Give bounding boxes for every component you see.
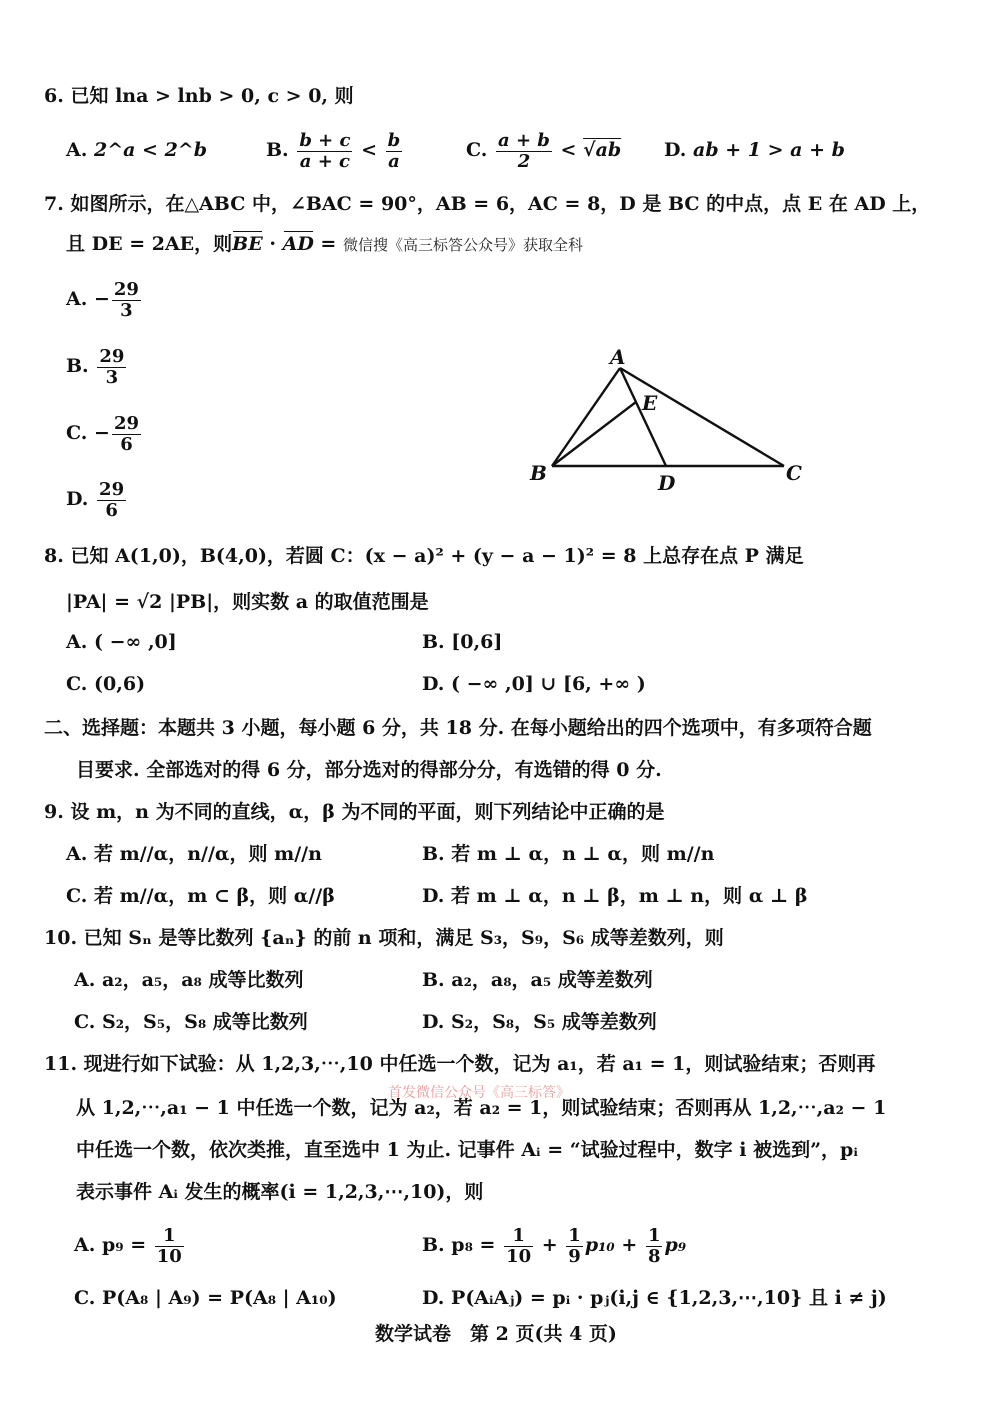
q7-c-label: C. (66, 422, 88, 444)
q11-line4: 表示事件 Aᵢ 发生的概率(i = 1,2,3,⋯,10)，则 (76, 1181, 484, 1203)
q6-option-d (664, 136, 845, 164)
q6-b-label: B. (266, 139, 289, 161)
q7-stem2-post: = (313, 233, 337, 255)
q6-b-rel: < (361, 139, 378, 161)
q6-c-radical: √ab (583, 139, 622, 161)
q7-a-label: A. (66, 288, 88, 310)
q6-d-body: ab + 1 > a + b (693, 139, 845, 161)
q8-option-c: C. (0,6) (66, 673, 146, 695)
q11-b-n3: 1 (647, 1224, 661, 1246)
q7-a-frac (112, 280, 141, 321)
q11-b-n1: 1 (504, 1226, 533, 1247)
q6-c-label: C. (466, 139, 488, 161)
q11-line3: 中任选一个数，依次类推，直至选中 1 为止. 记事件 Aᵢ = “试验过程中，数字 i 被选到”，pᵢ (76, 1139, 858, 1161)
q7-c-frac (112, 414, 141, 455)
q11-b-d1: 10 (506, 1245, 532, 1267)
q7-c-den: 6 (120, 433, 133, 455)
q11-b-term3: p₉ (664, 1234, 687, 1256)
q10-stem: 10. 已知 Sₙ 是等比数列 {aₙ} 的前 n 项和，满足 S₃，S₉，S₆ 成等差数列，则 (44, 927, 724, 949)
q11-option-d: D. P(AᵢAⱼ) = pᵢ · pⱼ(i,j ∈ {1,2,3,⋯,10} 且 i ≠ j) (422, 1287, 887, 1309)
q7-dot: · (262, 233, 283, 255)
q7-b-num: 29 (99, 345, 125, 367)
q11-line2: 从 1,2,⋯,a₁ − 1 中任选一个数，记为 a₂，若 a₂ = 1，则试验结束；否则再从 1,2,⋯,a₂ − 1 (76, 1097, 887, 1119)
q11-b-frac1 (504, 1226, 533, 1267)
label-a: A (610, 345, 626, 369)
q11-watermark: 首发微信公众号《高三标答》 (388, 1085, 570, 1101)
q9-option-a: A. 若 m//α，n//α，则 m//n (66, 843, 322, 865)
label-d: D (658, 471, 676, 495)
q11-a-num: 1 (155, 1226, 184, 1247)
q11-a-pre: A. p₉ = (74, 1234, 147, 1256)
q8-stem-line2: |PA| = √2 |PB|，则实数 a 的取值范围是 (66, 591, 429, 613)
q6-option-a (66, 136, 207, 164)
q7-option-b (66, 341, 128, 391)
q7-stem-line2 (66, 230, 583, 259)
q6-b-num1: b + c (299, 129, 351, 151)
q7-d-num: 29 (99, 478, 125, 500)
q7-option-a (66, 274, 143, 324)
q8-option-a: A. ( −∞ ,0] (66, 631, 177, 653)
q7-c-sign: − (94, 422, 110, 444)
q7-stem-line1: 7. 如图所示，在△ABC 中，∠BAC = 90°，AB = 6，AC = 8，D 是 BC 的中点，点 E 在 AD 上， (44, 193, 931, 215)
q11-option-c: C. P(A₈ | A₉) = P(A₈ | A₁₀) (74, 1287, 337, 1309)
label-e: E (642, 391, 658, 415)
q6-a-label: A. (66, 139, 88, 161)
q7-d-den: 6 (105, 499, 118, 521)
q11-b-frac3 (646, 1226, 663, 1267)
q7-a-sign: − (93, 288, 110, 310)
page-footer: 数学试卷 第 2 页(共 4 页) (375, 1323, 617, 1345)
q11-b-pre: B. p₈ = (422, 1234, 496, 1256)
q10-option-b: B. a₂，a₈，a₅ 成等差数列 (422, 969, 653, 991)
q7-a-den: 3 (120, 299, 133, 321)
q11-b-d3: 8 (647, 1245, 661, 1267)
q11-b-frac2 (566, 1226, 583, 1267)
q6-option-c (466, 124, 621, 176)
q11-option-b (422, 1220, 686, 1270)
q9-option-c: C. 若 m//α，m ⊂ β，则 α//β (66, 885, 335, 907)
q8-stem-line1: 8. 已知 A(1,0)，B(4,0)，若圆 C：(x − a)² + (y − a − 1)² = 8 上总存在点 P 满足 (44, 545, 804, 567)
q9-option-d: D. 若 m ⊥ α，n ⊥ β，m ⊥ n，则 α ⊥ β (422, 885, 808, 907)
q7-b-den: 3 (105, 366, 119, 388)
q9-stem: 9. 设 m，n 为不同的直线，α，β 为不同的平面，则下列结论中正确的是 (44, 801, 665, 823)
q7-b-label: B. (66, 355, 89, 377)
q11-option-a (74, 1220, 186, 1270)
q7-vector-be: BE (232, 230, 263, 258)
q7-c-num: 29 (113, 412, 140, 434)
label-b: B (530, 461, 547, 485)
q6-c-den: 2 (517, 150, 531, 172)
q7-b-frac (97, 347, 126, 388)
side-ab (552, 368, 620, 466)
q11-b-plus2: + (621, 1234, 638, 1256)
q11-b-plus1: + (541, 1234, 558, 1256)
q7-d-frac (97, 480, 126, 521)
section2-line2: 目要求. 全部选对的得 6 分，部分选对的得部分分，有选错的得 0 分. (76, 759, 662, 781)
q6-b-frac2 (386, 131, 403, 172)
q7-wechat-note: 微信搜《高三标答公众号》获取全科 (342, 236, 583, 254)
q6-b-den2: a (388, 150, 400, 172)
q8-option-b: B. [0,6] (422, 631, 503, 653)
q7-a-num: 29 (113, 278, 139, 300)
q11-a-den: 10 (156, 1245, 182, 1267)
side-ac (620, 368, 784, 466)
q11-line1: 11. 现进行如下试验：从 1,2,3,⋯,10 中任选一个数，记为 a₁，若 a₁ = 1，则试验结束；否则再 (44, 1053, 876, 1075)
q6-b-num2: b (387, 129, 401, 151)
q8-option-d: D. ( −∞ ,0] ∪ [6, +∞ ) (422, 673, 646, 695)
q6-d-label: D. (664, 139, 687, 161)
q11-b-term2: p₁₀ (584, 1234, 615, 1256)
segment-be (552, 402, 636, 466)
q10-option-d: D. S₂，S₈，S₅ 成等差数列 (422, 1011, 657, 1033)
q11-b-d2: 9 (568, 1245, 581, 1267)
q10-option-a: A. a₂，a₅，a₈ 成等比数列 (74, 969, 304, 991)
q6-c-rel: < (560, 139, 577, 161)
q7-vector-ad: AD (283, 230, 314, 258)
q7-stem2-pre: 且 DE = 2AE，则 (66, 233, 233, 255)
label-c: C (786, 461, 802, 485)
q11-a-frac (155, 1226, 184, 1267)
q6-b-frac1 (297, 131, 352, 172)
q7-option-d (66, 474, 128, 524)
q9-option-b: B. 若 m ⊥ α，n ⊥ α，则 m//n (422, 843, 715, 865)
q6-a-body: 2^a < 2^b (93, 139, 208, 161)
q6-c-num: a + b (498, 129, 550, 151)
q7-option-c (66, 408, 143, 458)
q7-d-label: D. (66, 488, 89, 510)
q6-b-den1: a + c (299, 150, 351, 172)
triangle-figure (520, 340, 820, 500)
q11-b-n2: 1 (568, 1224, 581, 1246)
q6-stem: 6. 已知 lna > lnb > 0, c > 0, 则 (44, 85, 354, 107)
q10-option-c: C. S₂，S₅，S₈ 成等比数列 (74, 1011, 308, 1033)
q6-option-b (266, 124, 404, 176)
section2-line1: 二、选择题：本题共 3 小题，每小题 6 分，共 18 分. 在每小题给出的四个选项中，有多项符合题 (44, 717, 872, 739)
q6-c-frac (496, 131, 552, 172)
